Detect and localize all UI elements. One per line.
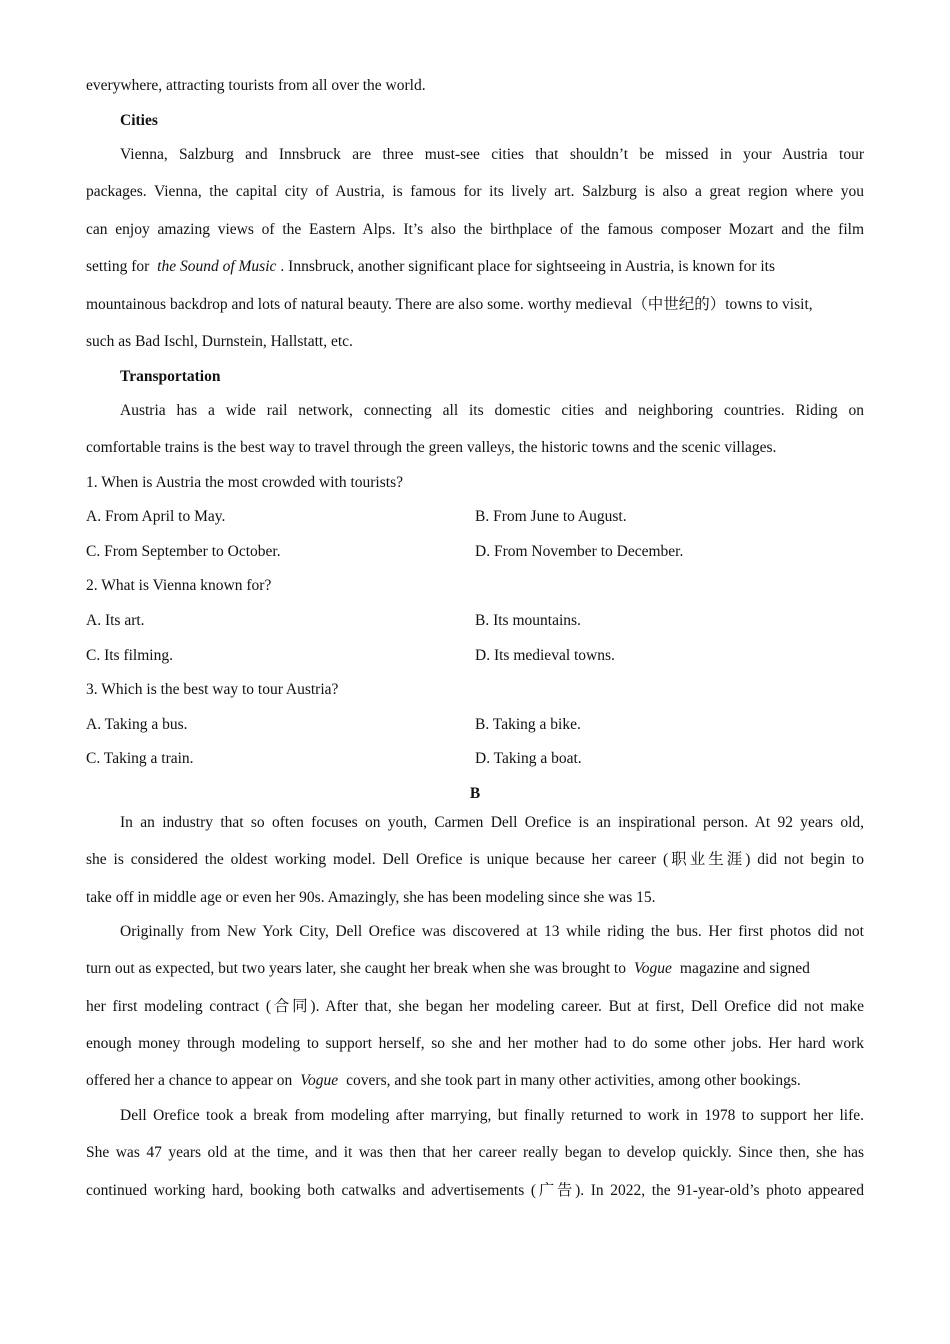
p2-line-2-post: magazine and signed xyxy=(679,960,810,977)
p2-line-5-post: covers, and she took part in many other activities, among other bookings. xyxy=(346,1072,801,1089)
question-3-option-d: D. Taking a boat. xyxy=(475,750,582,767)
question-1-option-b: B. From June to August. xyxy=(475,508,627,525)
cities-line-4 xyxy=(86,257,864,277)
question-2-option-d: D. Its medieval towns. xyxy=(475,647,615,664)
sound-of-music-title: the Sound of Music xyxy=(157,258,277,275)
p2-line-2-pre: turn out as expected, but two years later, she caught her break when she was brought to xyxy=(86,960,626,977)
passage-a-lead-line: everywhere, attracting tourists from all over the world. xyxy=(86,77,426,94)
passage-b-p2-line-5 xyxy=(86,1071,864,1091)
passage-b-p2-line-1: Originally from New York City, Dell Orefice was discovered at 13 while riding the bus. Her first photos did not xyxy=(120,923,864,940)
cities-line-1: Vienna, Salzburg and Innsbruck are three must-see cities that shouldn’t be missed in your Austria tour xyxy=(120,146,864,163)
question-1-option-a: A. From April to May. xyxy=(86,508,226,525)
passage-b-p1-line-2: she is considered the oldest working model. Dell Orefice is unique because her career (职业生涯) did not begin to xyxy=(86,851,864,868)
passage-b-p2-line-3: her first modeling contract (合同). After that, she began her modeling career. But at first, Dell Orefice did not make xyxy=(86,998,864,1015)
question-1-stem: 1. When is Austria the most crowded with tourists? xyxy=(86,474,403,491)
passage-b-p3-line-3: continued working hard, booking both catwalks and advertisements (广告). In 2022, the 91-year-old’s photo appeared xyxy=(86,1182,864,1199)
question-1-option-c: C. From September to October. xyxy=(86,543,281,560)
question-2-stem: 2. What is Vienna known for? xyxy=(86,577,272,594)
question-2-option-b: B. Its mountains. xyxy=(475,612,581,629)
transport-line-2: comfortable trains is the best way to travel through the green valleys, the historic towns and the scenic villages. xyxy=(86,439,777,456)
cities-line-4-pre: setting for xyxy=(86,258,150,275)
cities-line-4-post: . Innsbruck, another significant place for sightseeing in Austria, is known for its xyxy=(280,258,776,275)
p2-line-5-pre: offered her a chance to appear on xyxy=(86,1072,293,1089)
passage-b-p3-line-1: Dell Orefice took a break from modeling after marrying, but finally returned to work in 1978 to support her life. xyxy=(120,1107,864,1124)
passage-b-p1-line-3: take off in middle age or even her 90s. Amazingly, she has been modeling since she was 15. xyxy=(86,889,656,906)
section-b-label: B xyxy=(469,785,481,802)
vogue-title-2: Vogue xyxy=(300,1072,339,1089)
passage-b-p2-line-2 xyxy=(86,959,864,979)
question-3-option-c: C. Taking a train. xyxy=(86,750,194,767)
transport-line-1: Austria has a wide rail network, connecting all its domestic cities and neighboring countries. Riding on xyxy=(120,402,864,419)
cities-line-3: can enjoy amazing views of the Eastern Alps. It’s also the birthplace of the famous composer Mozart and the film xyxy=(86,221,864,238)
transportation-heading: Transportation xyxy=(120,368,221,385)
passage-b-p1-line-1: In an industry that so often focuses on youth, Carmen Dell Orefice is an inspirational person. At 92 years old, xyxy=(120,814,864,831)
question-3-option-a: A. Taking a bus. xyxy=(86,716,188,733)
cities-heading: Cities xyxy=(120,112,158,129)
question-2-option-c: C. Its filming. xyxy=(86,647,173,664)
question-2-option-a: A. Its art. xyxy=(86,612,145,629)
cities-line-6: such as Bad Ischl, Durnstein, Hallstatt, etc. xyxy=(86,333,353,350)
question-3-stem: 3. Which is the best way to tour Austria? xyxy=(86,681,339,698)
question-1-option-d: D. From November to December. xyxy=(475,543,684,560)
vogue-title-1: Vogue xyxy=(634,960,672,977)
passage-b-p3-line-2: She was 47 years old at the time, and it was then that her career really began to develop quickly. Since then, she has xyxy=(86,1144,864,1161)
cities-line-2: packages. Vienna, the capital city of Austria, is famous for its lively art. Salzburg is also a great region where you xyxy=(86,183,864,200)
passage-b-p2-line-4: enough money through modeling to support herself, so she and her mother had to do some other jobs. Her hard work xyxy=(86,1035,864,1052)
question-3-option-b: B. Taking a bike. xyxy=(475,716,581,733)
cities-line-5: mountainous backdrop and lots of natural beauty. There are also some. worthy medieval（中世纪的）towns to visit, xyxy=(86,296,813,313)
